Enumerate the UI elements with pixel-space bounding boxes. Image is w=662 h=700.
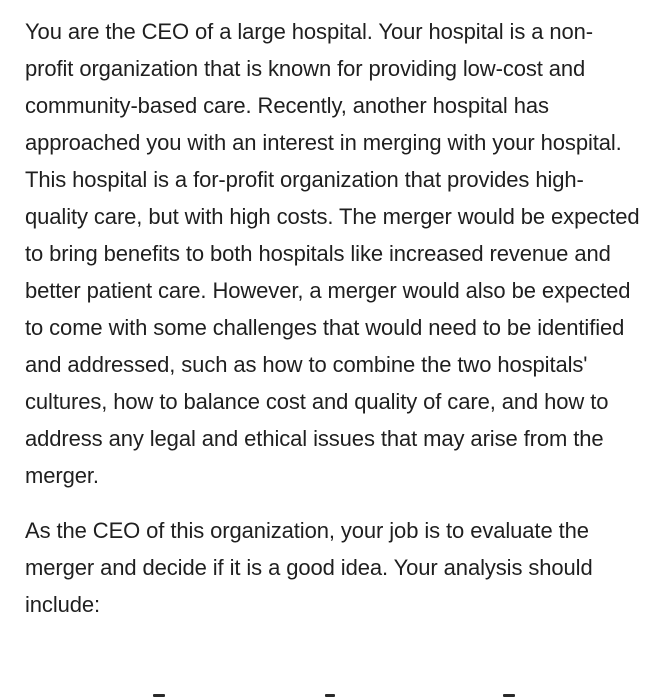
scenario-paragraph: You are the CEO of a large hospital. Your hospital is a non-profit organization that is known for providing low-cost and community-based care. Recently, another hospital has approached you with an interest in merging with your hospital. This hospital is a for-profit organization that provides high-quality care, but with high costs. The merger would be expected to bring benefits to both hospitals like increased revenue and better patient care. However, a merger would also be expected to come with some challenges that would need to be identified and addressed, such as how to combine the two hospitals' cultures, how to balance cost and quality of care, and how to address any legal and ethical issues that may arise from the merger.	[25, 19, 640, 488]
task-paragraph: As the CEO of this organization, your job is to evaluate the merger and decide if it is a good idea. Your analysis should include:	[25, 518, 593, 617]
cropped-text-line	[25, 688, 640, 700]
document-body	[25, 13, 640, 623]
